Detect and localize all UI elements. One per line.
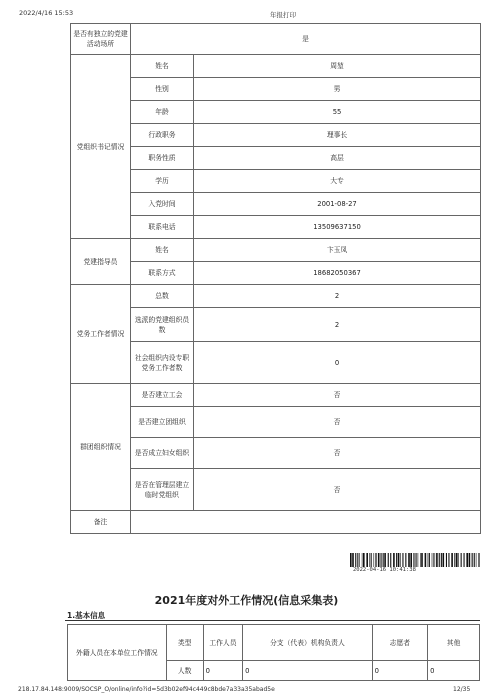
column-header: 志愿者	[372, 625, 428, 661]
field-label: 是否在管理层建立临时党组织	[131, 469, 194, 511]
field-label: 是否建立团组织	[131, 407, 194, 438]
table-row	[71, 407, 481, 438]
divider	[65, 620, 480, 621]
field-value: 高层	[194, 147, 481, 170]
field-value: 卞玉凤	[194, 239, 481, 262]
workers-section-label: 党务工作者情况	[71, 285, 131, 384]
foreign-staff-table	[67, 624, 480, 681]
field-label: 职务性质	[131, 147, 194, 170]
field-label: 学历	[131, 170, 194, 193]
table-row	[71, 342, 481, 384]
field-label: 年龄	[131, 101, 194, 124]
field-label: 选派的党建组织员数	[131, 308, 194, 342]
table-row	[71, 285, 481, 308]
field-value: 2001-08-27	[194, 193, 481, 216]
table-row	[71, 239, 481, 262]
remarks-label: 备注	[71, 511, 131, 534]
page-number: 12/35	[453, 686, 471, 693]
table-row	[71, 384, 481, 407]
column-header: 分支（代表）机构负责人	[243, 625, 373, 661]
field-label: 姓名	[131, 239, 194, 262]
section-subtitle: 1.基本信息	[67, 611, 106, 620]
field-value: 否	[194, 407, 481, 438]
table-row	[71, 147, 481, 170]
table-row	[71, 469, 481, 511]
table-row	[68, 625, 480, 661]
field-value: 否	[194, 384, 481, 407]
field-value: 13509637150	[194, 216, 481, 239]
field-value: 理事长	[194, 124, 481, 147]
table-row	[71, 170, 481, 193]
field-label: 社会组织内设专职党务工作者数	[131, 342, 194, 384]
mass-section-label: 群团组织情况	[71, 384, 131, 511]
field-value: 18682050367	[194, 262, 481, 285]
column-header: 工作人员	[203, 625, 242, 661]
staff-count: 0	[203, 661, 242, 681]
field-value: 男	[194, 78, 481, 101]
remarks-value	[131, 511, 481, 534]
field-value: 否	[194, 438, 481, 469]
field-label: 联系方式	[131, 262, 194, 285]
field-label: 是否成立妇女组织	[131, 438, 194, 469]
table-row	[71, 438, 481, 469]
foreign-row-label: 外籍人员在本单位工作情况	[68, 625, 167, 681]
column-header: 类型	[166, 625, 203, 661]
column-header: 其他	[428, 625, 480, 661]
field-label: 姓名	[131, 55, 194, 78]
row-type: 人数	[166, 661, 203, 681]
branch-count: 0	[243, 661, 373, 681]
field-value: 否	[194, 469, 481, 511]
field-value: 55	[194, 101, 481, 124]
field-label: 总数	[131, 285, 194, 308]
party-building-table	[70, 23, 481, 534]
table-row	[71, 216, 481, 239]
field-value: 2	[194, 308, 481, 342]
table-row	[71, 193, 481, 216]
table-row	[71, 24, 481, 55]
print-title: 年报打印	[270, 11, 296, 19]
field-label: 行政职务	[131, 124, 194, 147]
print-datetime: 2022/4/16 15:53	[19, 9, 74, 17]
table-row	[71, 308, 481, 342]
table-row	[71, 262, 481, 285]
section-title: 2021年度对外工作情况(信息采集表)	[154, 594, 339, 607]
instructor-section-label: 党建指导员	[71, 239, 131, 285]
venue-value: 是	[131, 24, 481, 55]
barcode-image	[350, 553, 480, 567]
other-count: 0	[428, 661, 480, 681]
field-value: 周堃	[194, 55, 481, 78]
page-url: 218.17.84.148:9009/SOCSP_O/online/info?id=5d3b02ef94c449c8bde7a33a35abad5e	[18, 686, 275, 693]
secretary-section-label: 党组织书记情况	[71, 55, 131, 239]
field-label: 性别	[131, 78, 194, 101]
field-label: 入党时间	[131, 193, 194, 216]
field-label: 是否建立工会	[131, 384, 194, 407]
venue-label: 是否有独立的党建活动场所	[71, 24, 131, 55]
field-value: 大专	[194, 170, 481, 193]
barcode-timestamp: 2022-04-16 10:41:38	[353, 567, 416, 573]
field-value: 0	[194, 342, 481, 384]
table-row	[71, 124, 481, 147]
field-value: 2	[194, 285, 481, 308]
table-row	[71, 55, 481, 78]
field-label: 联系电话	[131, 216, 194, 239]
table-row	[71, 78, 481, 101]
table-row	[71, 511, 481, 534]
table-row	[71, 101, 481, 124]
volunteer-count: 0	[372, 661, 428, 681]
